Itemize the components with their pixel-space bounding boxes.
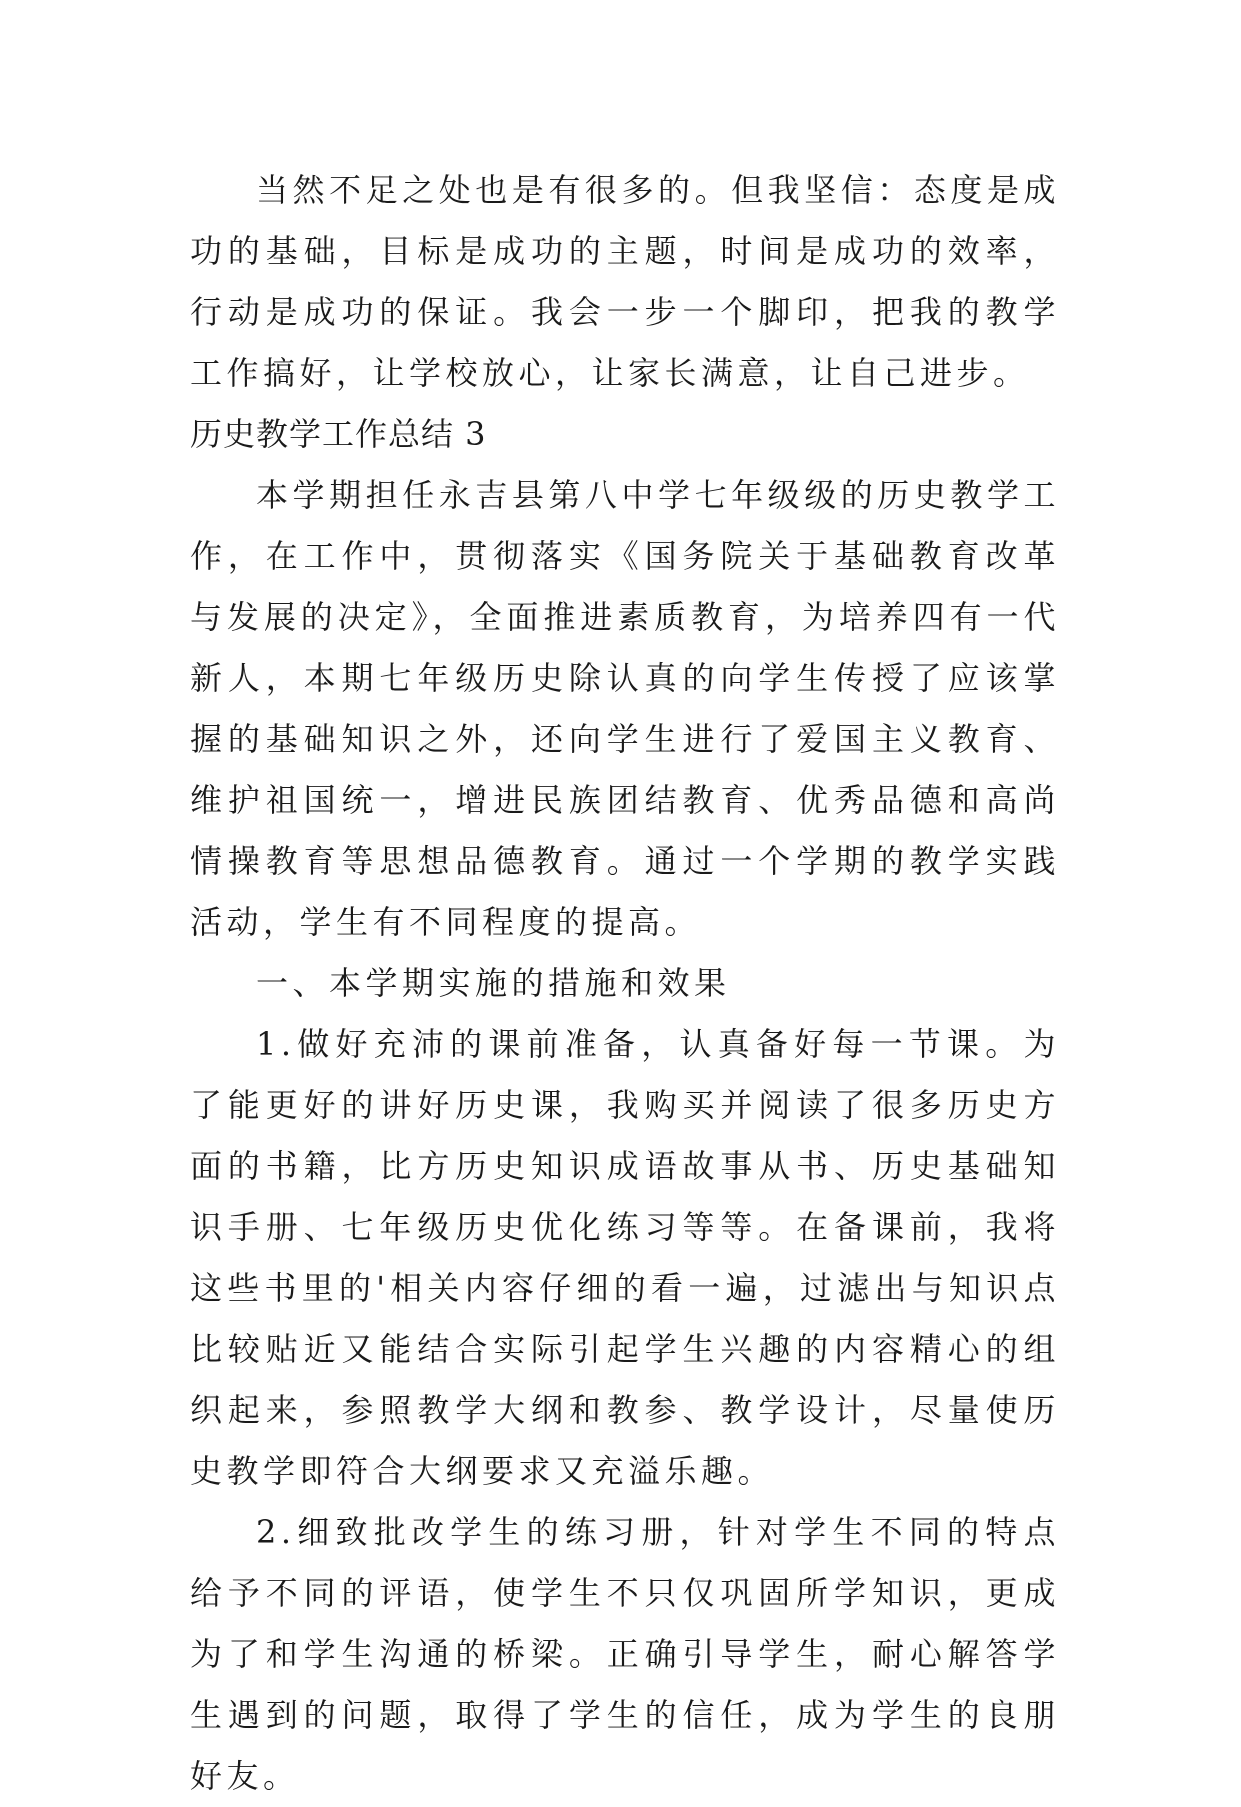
paragraph-closing: 当然不足之处也是有很多的。但我坚信：态度是成功的基础，目标是成功的主题，时间是成功的效率，行动是成功的保证。我会一步一个脚印，把我的教学工作搞好，让学校放心，让家长满意，让自己进步。 — [190, 171, 1060, 392]
section-heading: 历史教学工作总结 3 — [190, 415, 487, 453]
document-page — [190, 160, 1060, 1807]
subheading-measures: 一、本学期实施的措施和效果 — [256, 964, 731, 1002]
paragraph-item-2: 2.细致批改学生的练习册，针对学生不同的特点给予不同的评语，使学生不只仅巩固所学知识，更成为了和学生沟通的桥梁。正确引导学生，耐心解答学生遇到的问题，取得了学生的信任，成为学生的良朋好友。 — [190, 1513, 1060, 1795]
paragraph-item-1: 1.做好充沛的课前准备，认真备好每一节课。为了能更好的讲好历史课，我购买并阅读了很多历史方面的书籍，比方历史知识成语故事从书、历史基础知识手册、七年级历史优化练习等等。在备课前，我将这些书里的'相关内容仔细的看一遍，过滤出与知识点比较贴近又能结合实际引起学生兴趣的内容精心的组织起来，参照教学大纲和教参、教学设计，尽量使历史教学即符合大纲要求又充溢乐趣。 — [190, 1025, 1060, 1490]
paragraph-intro: 本学期担任永吉县第八中学七年级级的历史教学工作，在工作中，贯彻落实《国务院关于基础教育改革与发展的决定》，全面推进素质教育，为培养四有一代新人，本期七年级历史除认真的向学生传授了应该掌握的基础知识之外，还向学生进行了爱国主义教育、维护祖国统一，增进民族团结教育、优秀品德和高尚情操教育等思想品德教育。通过一个学期的教学实践活动，学生有不同程度的提高。 — [190, 476, 1060, 941]
